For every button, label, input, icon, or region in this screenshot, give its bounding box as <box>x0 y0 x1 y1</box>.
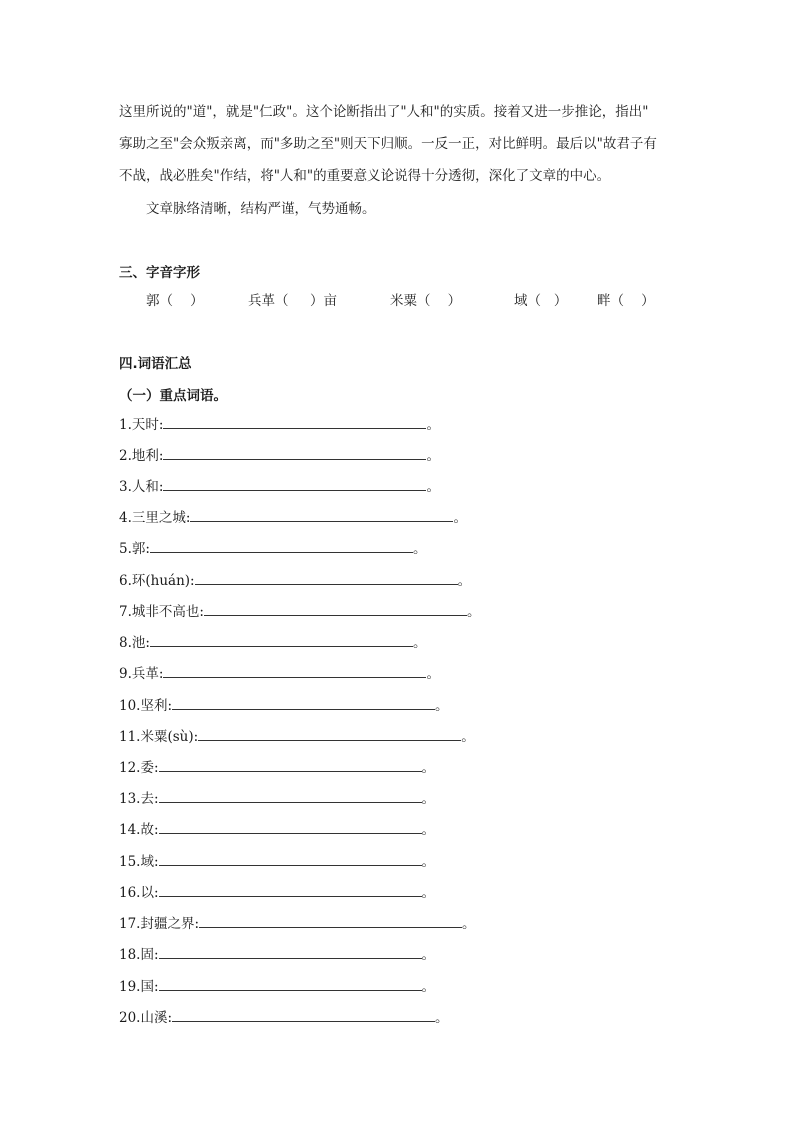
answer-blank[interactable] <box>159 757 422 772</box>
vocab-row <box>119 444 440 466</box>
end-mark: 。 <box>435 1010 449 1026</box>
vocab-term: 9.兵革: <box>119 666 164 682</box>
vocab-row <box>119 600 480 622</box>
end-mark: 。 <box>421 760 436 776</box>
answer-blank[interactable] <box>204 601 467 616</box>
vocab-term: 3.人和: <box>119 479 164 495</box>
vocab-row <box>119 850 435 872</box>
vocab-row <box>119 725 475 747</box>
vocab-row <box>119 818 435 840</box>
vocab-term: 13.去: <box>119 791 159 807</box>
answer-blank[interactable] <box>159 882 422 897</box>
vocab-row <box>119 537 426 559</box>
answer-blank[interactable] <box>159 819 422 834</box>
end-mark: 。 <box>461 729 475 745</box>
end-mark: 。 <box>421 885 436 901</box>
vocab-term: 19.国: <box>119 979 159 995</box>
vocab-term: 5.郭: <box>119 541 150 557</box>
answer-blank[interactable] <box>163 663 426 678</box>
vocab-term: 2.地利: <box>119 448 164 464</box>
answer-blank[interactable] <box>172 695 435 710</box>
answer-blank[interactable] <box>159 851 422 866</box>
intro-line-2: 寡助之至"会众叛亲离，而"多助之至"则天下归顺。一反一正，对比鲜明。最后以"故君子有 <box>119 136 657 152</box>
answer-blank[interactable] <box>172 1007 435 1022</box>
end-mark: 。 <box>426 448 440 464</box>
vocab-row <box>119 694 449 716</box>
pronunciation-item-binge: 兵革（ ）亩 <box>248 293 337 309</box>
end-mark: 。 <box>457 573 472 589</box>
answer-blank[interactable] <box>159 944 422 959</box>
vocab-row <box>119 413 440 435</box>
answer-blank[interactable] <box>150 632 413 647</box>
vocab-row <box>119 506 467 528</box>
intro-paragraph <box>119 96 679 192</box>
end-mark: 。 <box>421 822 436 838</box>
vocab-term: 14.故: <box>119 822 159 838</box>
pronunciation-item-misu: 米粟（ ） <box>390 293 462 309</box>
vocab-term: 18.固: <box>119 947 159 963</box>
end-mark: 。 <box>421 854 436 870</box>
vocab-row <box>119 569 471 591</box>
pronunciation-item-yu: 域（ ） <box>514 293 568 309</box>
answer-blank[interactable] <box>163 476 426 491</box>
section4-title: 四.词语汇总 <box>119 356 192 372</box>
vocab-term: 16.以: <box>119 885 159 901</box>
vocab-row <box>119 1006 449 1028</box>
answer-blank[interactable] <box>190 507 453 522</box>
vocab-term: 20.山溪: <box>119 1010 173 1026</box>
intro-line-1: 这里所说的"道"，就是"仁政"。这个论断指出了"人和"的实质。接着又进一步推论，指出" <box>119 104 649 120</box>
end-mark: 。 <box>453 510 467 526</box>
answer-blank[interactable] <box>195 570 458 585</box>
vocab-term: 11.米粟(sù): <box>119 729 199 745</box>
answer-blank[interactable] <box>163 445 426 460</box>
vocab-row <box>119 975 435 997</box>
pronunciation-row <box>0 289 794 309</box>
section3-title: 三、字音字形 <box>119 265 200 281</box>
answer-blank[interactable] <box>150 538 413 553</box>
summary-sentence: 文章脉络清晰，结构严谨，气势通畅。 <box>146 201 376 217</box>
vocab-row <box>119 631 426 653</box>
vocab-term: 10.坚利: <box>119 698 173 714</box>
pronunciation-item-pan: 畔（ ） <box>597 293 655 309</box>
end-mark: 。 <box>412 541 427 557</box>
section4-subtitle: （一）重点词语。 <box>119 388 227 404</box>
intro-line-3: 不战，战必胜矣"作结，将"人和"的重要意义论说得十分透彻，深化了文章的中心。 <box>119 168 611 184</box>
end-mark: 。 <box>426 666 440 682</box>
vocab-row <box>119 756 435 778</box>
answer-blank[interactable] <box>159 976 422 991</box>
vocab-term: 12.委: <box>119 760 159 776</box>
answer-blank[interactable] <box>159 788 422 803</box>
vocab-row <box>119 787 435 809</box>
vocab-term: 17.封疆之界: <box>119 916 200 932</box>
vocab-term: 8.池: <box>119 635 150 651</box>
vocab-term: 1.天时: <box>119 417 164 433</box>
end-mark: 。 <box>421 947 436 963</box>
answer-blank[interactable] <box>199 913 462 928</box>
end-mark: 。 <box>426 479 440 495</box>
vocab-row <box>119 912 476 934</box>
end-mark: 。 <box>462 916 476 932</box>
vocab-term: 4.三里之城: <box>119 510 191 526</box>
end-mark: 。 <box>426 417 440 433</box>
vocab-row <box>119 662 440 684</box>
end-mark: 。 <box>435 698 449 714</box>
vocab-term: 7.城非不高也: <box>119 604 204 620</box>
vocab-row <box>119 475 440 497</box>
answer-blank[interactable] <box>198 726 461 741</box>
vocab-row <box>119 943 435 965</box>
end-mark: 。 <box>466 604 481 620</box>
end-mark: 。 <box>421 979 436 995</box>
vocab-term: 15.域: <box>119 854 159 870</box>
vocab-row <box>119 881 435 903</box>
end-mark: 。 <box>421 791 436 807</box>
end-mark: 。 <box>412 635 427 651</box>
vocab-term: 6.环(huán): <box>119 573 195 589</box>
answer-blank[interactable] <box>163 414 426 429</box>
pronunciation-item-guo: 郭（ ） <box>146 293 204 309</box>
